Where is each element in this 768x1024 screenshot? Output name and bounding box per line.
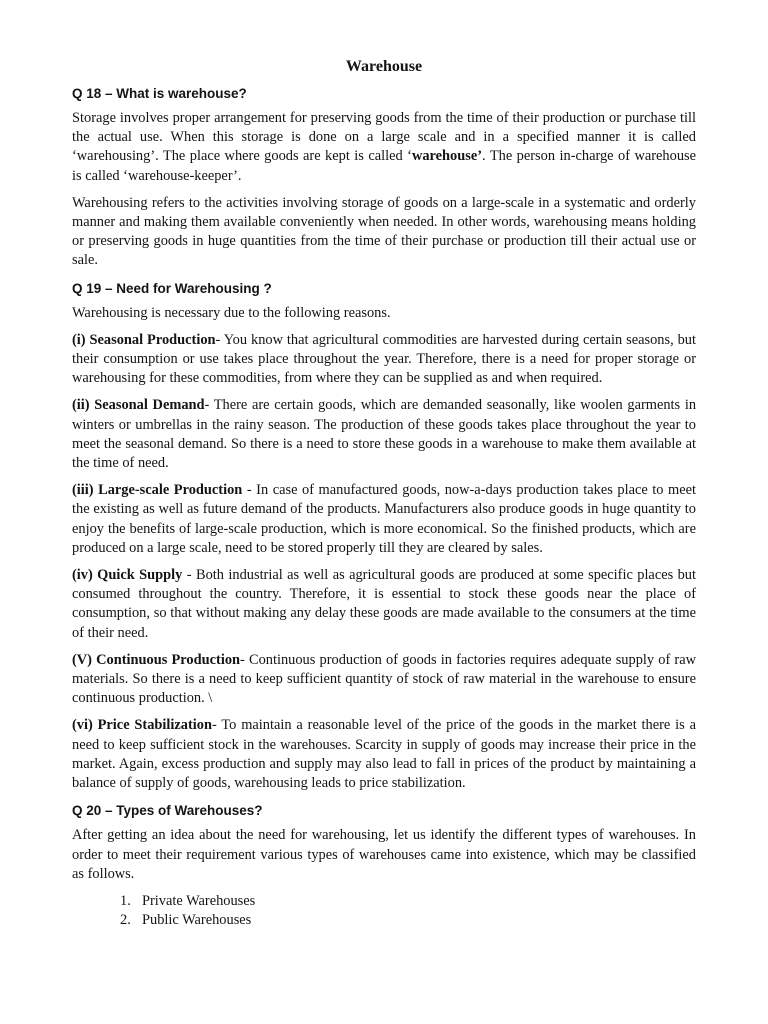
reason-text: - Continuous production of goods in factories requires adequate supply of raw materials. So there is a need to keep sufficient quantity of stock of raw material in the warehouse to ensure continuous production. \ <box>72 651 696 707</box>
q19-intro: Warehousing is necessary due to the following reasons. <box>72 304 391 321</box>
reason-price-stabilization <box>72 716 696 793</box>
reason-label: (i) Seasonal Production <box>72 331 216 348</box>
question-19-heading: Q 19 – Need for Warehousing ? <box>72 280 272 296</box>
reason-label: (V) Continuous Production <box>72 651 241 668</box>
reason-text: - You know that agricultural commodities are harvested during certain seasons, but their consumption or use takes place throughout the year. Therefore, there is a need for proper storage or warehousing for these commodities, from where they can be supplied as and when required. <box>72 331 696 387</box>
reason-label: (ii) Seasonal Demand <box>72 397 205 414</box>
list-item-number: 2. <box>120 912 131 929</box>
document-title: Warehouse <box>345 58 423 75</box>
reason-label: (vi) Price Stabilization <box>72 717 212 734</box>
document-page <box>72 56 696 930</box>
warehouse-types-list <box>72 892 696 930</box>
q18-p1-bold-term: warehouse’ <box>411 148 483 165</box>
list-item <box>120 892 696 911</box>
reason-text: - To maintain a reasonable level of the price of the goods in the market there is a need to keep sufficient stock in the warehouses. Scarcity in supply of goods may increase their price in the market. Again, excess production and supply may also lead to fall in prices of the product by maintaining a balance of supply of goods, warehousing leads to price stabilization. <box>72 717 696 792</box>
q20-intro: After getting an idea about the need for warehousing, let us identify the different types of warehouses. In order to meet their requirement various types of warehouses came into existence, which may be classified as follows. <box>72 827 696 882</box>
q18-p1-text-a: Storage involves proper arrangement for preserving goods from the time of their production or purchase till the actual use. When this storage is done on a large scale and in a specified manner it is called ‘warehousing’. The place where goods are kept is called ‘ <box>72 110 696 165</box>
reason-label: (iii) Large-scale Production <box>72 482 243 499</box>
reason-continuous-production <box>72 651 696 709</box>
reason-label: (iv) Quick Supply <box>72 567 183 584</box>
question-20-heading: Q 20 – Types of Warehouses? <box>72 803 263 819</box>
q18-p1-text-b: . The person in-charge of warehouse is called ‘warehouse-keeper’. <box>72 148 697 184</box>
reason-quick-supply <box>72 566 696 643</box>
reason-seasonal-demand <box>72 396 696 473</box>
list-item <box>120 911 696 930</box>
q18-paragraph-2: Warehousing refers to the activities involving storage of goods on a large-scale in a systematic and orderly manner and making them available conveniently when needed. In other words, warehousing means holding or preserving goods in huge quantities from the time of their purchase or production till their actual use or sale. <box>72 194 696 269</box>
list-item-text: Private Warehouses <box>142 892 256 909</box>
q18-paragraph-1 <box>72 109 696 186</box>
reason-text: - Both industrial as well as agricultural goods are produced at some specific places but consumed throughout the country. Therefore, it is essential to stock these goods near the place of consumption, so that without making any delay these goods are made available to the consumers at the time of their need. <box>72 567 696 641</box>
list-item-text: Public Warehouses <box>142 912 252 929</box>
list-item-number: 1. <box>120 892 131 909</box>
reason-text: - In case of manufactured goods, now-a-days production takes place to meet the existing as well as future demand of the products. Manufacturers also produce goods in huge quantity to enjoy the benefits of large-scale production, which is more economical. So the finished products, which are produced on a large scale, need to be stored properly till they are cleared by sales. <box>72 482 696 556</box>
reason-text: - There are certain goods, which are demanded seasonally, like woolen garments in winters or umbrellas in the rainy season. The production of these goods takes place throughout the year to meet the seasonal demand. So there is a need to store these goods in a warehouse to make them available at the time of need. <box>72 397 697 472</box>
question-18-heading: Q 18 – What is warehouse? <box>72 86 247 101</box>
reason-seasonal-production <box>72 331 696 389</box>
reason-large-scale-production <box>72 481 696 558</box>
